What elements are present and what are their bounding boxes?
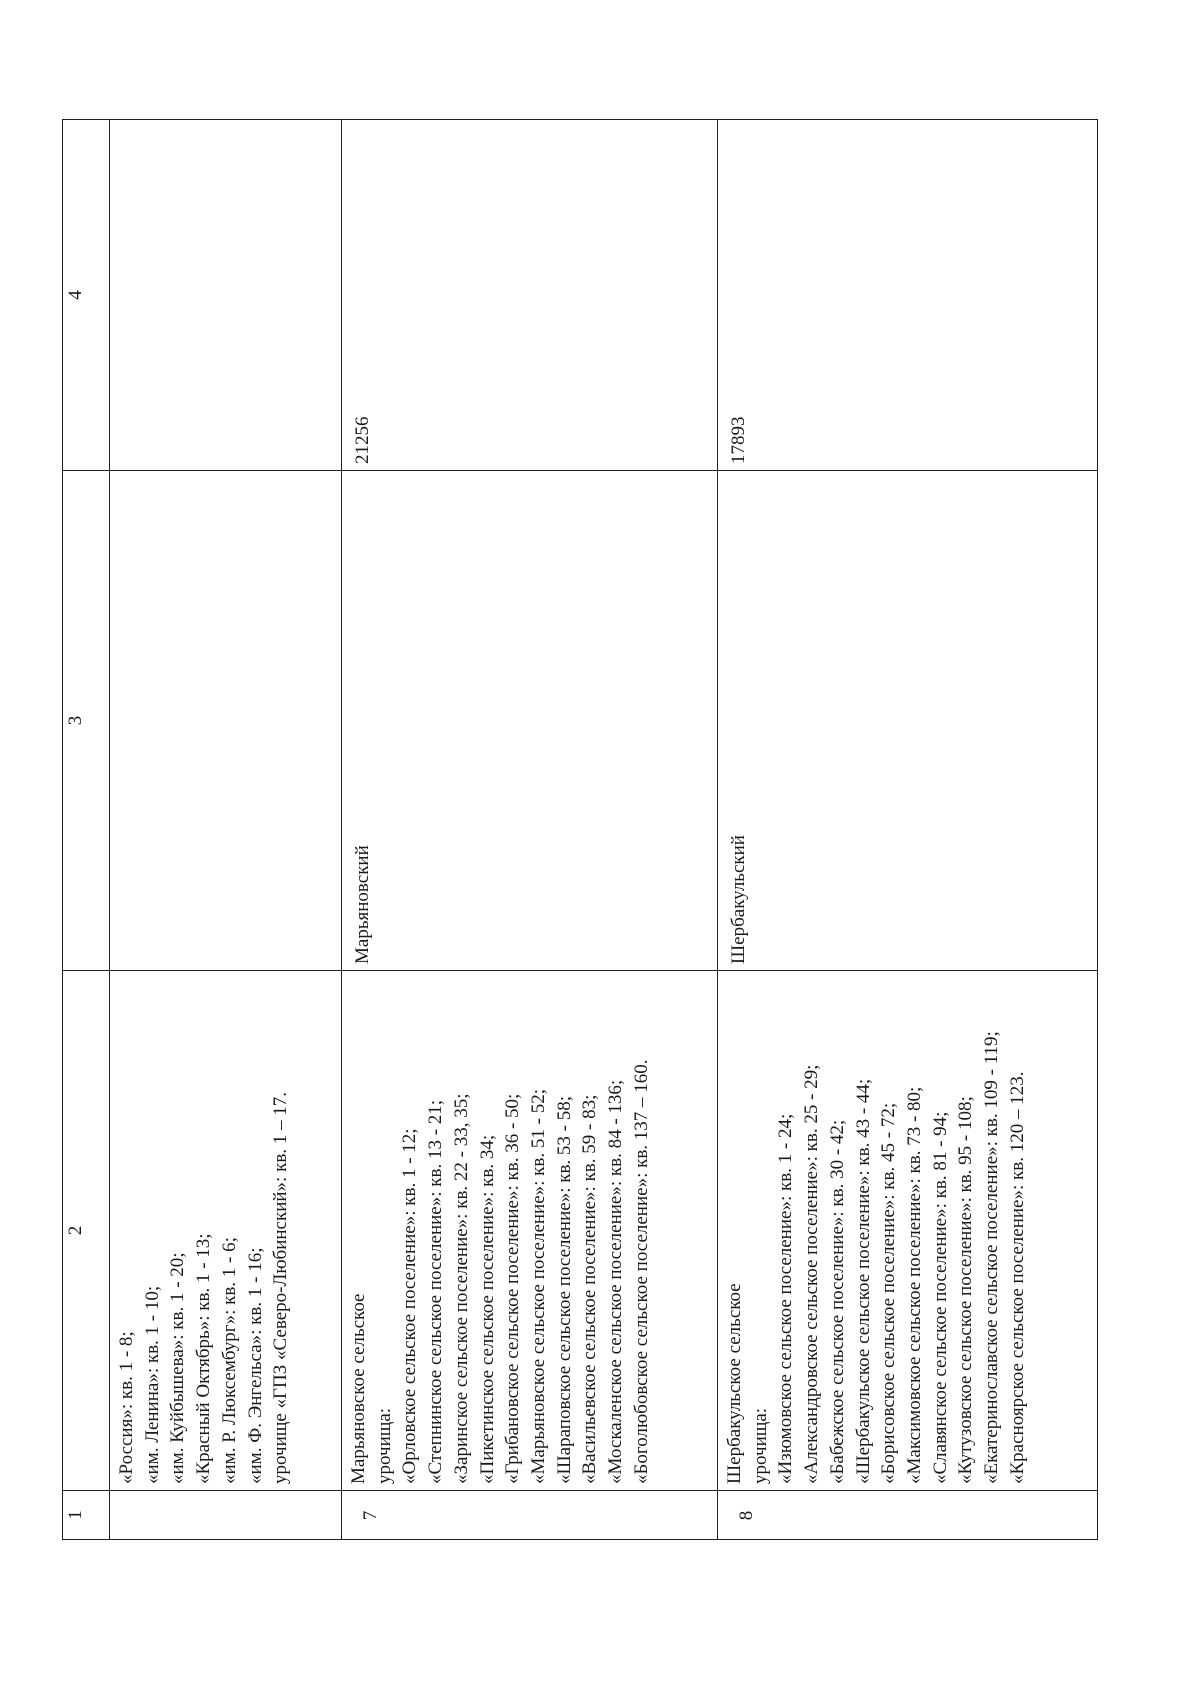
row-number: 7 bbox=[360, 1510, 381, 1521]
description-line: «Максимовское сельское поселение»: кв. 73 - 80; bbox=[903, 1086, 925, 1484]
rotated-table-wrapper bbox=[62, 120, 1096, 1540]
area-value bbox=[110, 120, 122, 470]
description-line: «им. Куйбышева»: кв. 1 - 20; bbox=[167, 1252, 189, 1484]
district-name: Марьяновский bbox=[352, 845, 373, 964]
district-description-cell bbox=[110, 971, 342, 1491]
description-line: «Марьяновское сельское поселение»: кв. 51 - 52; bbox=[527, 1089, 549, 1484]
description-line: «Шербакульское сельское поселение»: кв. 43 - 44; bbox=[852, 1078, 874, 1484]
forestry-register-table bbox=[62, 119, 1098, 1540]
description-line: «Москаленское сельское поселение»: кв. 84 - 136; bbox=[605, 1079, 627, 1484]
description-line: «Борисовское сельское поселение»: кв. 45 - 72; bbox=[878, 1102, 900, 1484]
header-col-4: 4 bbox=[63, 120, 110, 471]
description-line: «им. Р. Люксембург»: кв. 1 - 6; bbox=[218, 1237, 240, 1484]
description-line: Марьяновское сельское bbox=[348, 1293, 369, 1484]
area-cell bbox=[110, 120, 342, 471]
table-row bbox=[342, 120, 718, 1540]
header-col-3: 3 bbox=[63, 471, 110, 971]
description-line: «Александровское сельское поселение»: кв. 25 - 29; bbox=[801, 1064, 823, 1484]
description-line: «им. Ф. Энгельса»: кв. 1 - 16; bbox=[244, 1247, 266, 1484]
header-col-2: 2 bbox=[63, 971, 110, 1491]
row-number: 8 bbox=[736, 1510, 757, 1521]
description-line: урочища: bbox=[373, 1407, 395, 1484]
description-line: «Степнинское сельское поселение»: кв. 13 - 21; bbox=[425, 1099, 447, 1484]
header-col-1: 1 bbox=[63, 1491, 110, 1540]
area-cell bbox=[718, 120, 1098, 471]
row-number-cell bbox=[718, 1491, 1098, 1540]
description-line: «Шараповское сельское поселение»: кв. 53 - 58; bbox=[553, 1095, 575, 1484]
area-cell bbox=[342, 120, 718, 471]
description-line: «Орловское сельское поселение»: кв. 1 - 12; bbox=[399, 1128, 421, 1484]
district-description-cell bbox=[718, 971, 1098, 1491]
description-line: «Екатеринославское сельское поселение»: кв. 109 - 119; bbox=[981, 1031, 1003, 1484]
district-name-cell bbox=[718, 471, 1098, 971]
district-name: Шербакульский bbox=[728, 835, 749, 964]
area-value: 21256 bbox=[352, 416, 373, 464]
description-line: Шербакульское сельское bbox=[724, 1283, 745, 1484]
description-line: «Славянское сельское поселение»: кв. 81 - 94; bbox=[929, 1111, 951, 1484]
district-name-cell bbox=[342, 471, 718, 971]
description-line: «Изюмовское сельское поселение»: кв. 1 - 24; bbox=[775, 1113, 797, 1484]
header-row bbox=[63, 120, 110, 1540]
description-line: урочища: bbox=[749, 1407, 771, 1484]
district-name-cell bbox=[110, 471, 342, 971]
area-value: 17893 bbox=[728, 416, 749, 464]
description-line: «Россия»: кв. 1 - 8; bbox=[116, 1331, 137, 1484]
description-line: «им. Ленина»: кв. 1 - 10; bbox=[141, 1285, 163, 1484]
row-number bbox=[110, 1491, 130, 1539]
description-line: урочище «ГПЗ «Северо-Любинский»: кв. 1 – 17. bbox=[270, 1091, 292, 1484]
description-line: «Кутузовское сельское поселение»: кв. 95 - 108; bbox=[955, 1096, 977, 1484]
description-line: «Красный Октябрь»: кв. 1 - 13; bbox=[193, 1233, 215, 1484]
table-row bbox=[110, 120, 342, 1540]
description-line: «Красноярское сельское поселение»: кв. 120 – 123. bbox=[1006, 1071, 1028, 1484]
row-number-cell bbox=[342, 1491, 718, 1540]
table-row bbox=[718, 120, 1098, 1540]
district-description-cell bbox=[342, 971, 718, 1491]
district-name bbox=[110, 471, 122, 970]
description-line: «Заринское сельское поселение»: кв. 22 - 33, 35; bbox=[450, 1093, 472, 1484]
description-line: «Боголюбовское сельское поселение»: кв. 137 – 160. bbox=[630, 1059, 652, 1484]
description-line: «Васильевское сельское поселение»: кв. 59 - 83; bbox=[579, 1094, 601, 1484]
description-line: «Бабежское сельское поселение»: кв. 30 - 42; bbox=[826, 1119, 848, 1484]
description-line: «Грибановское сельское поселение»: кв. 36 - 50; bbox=[502, 1093, 524, 1484]
description-line: «Пикетинское сельское поселение»: кв. 34; bbox=[476, 1134, 498, 1484]
row-number-cell bbox=[110, 1491, 342, 1540]
